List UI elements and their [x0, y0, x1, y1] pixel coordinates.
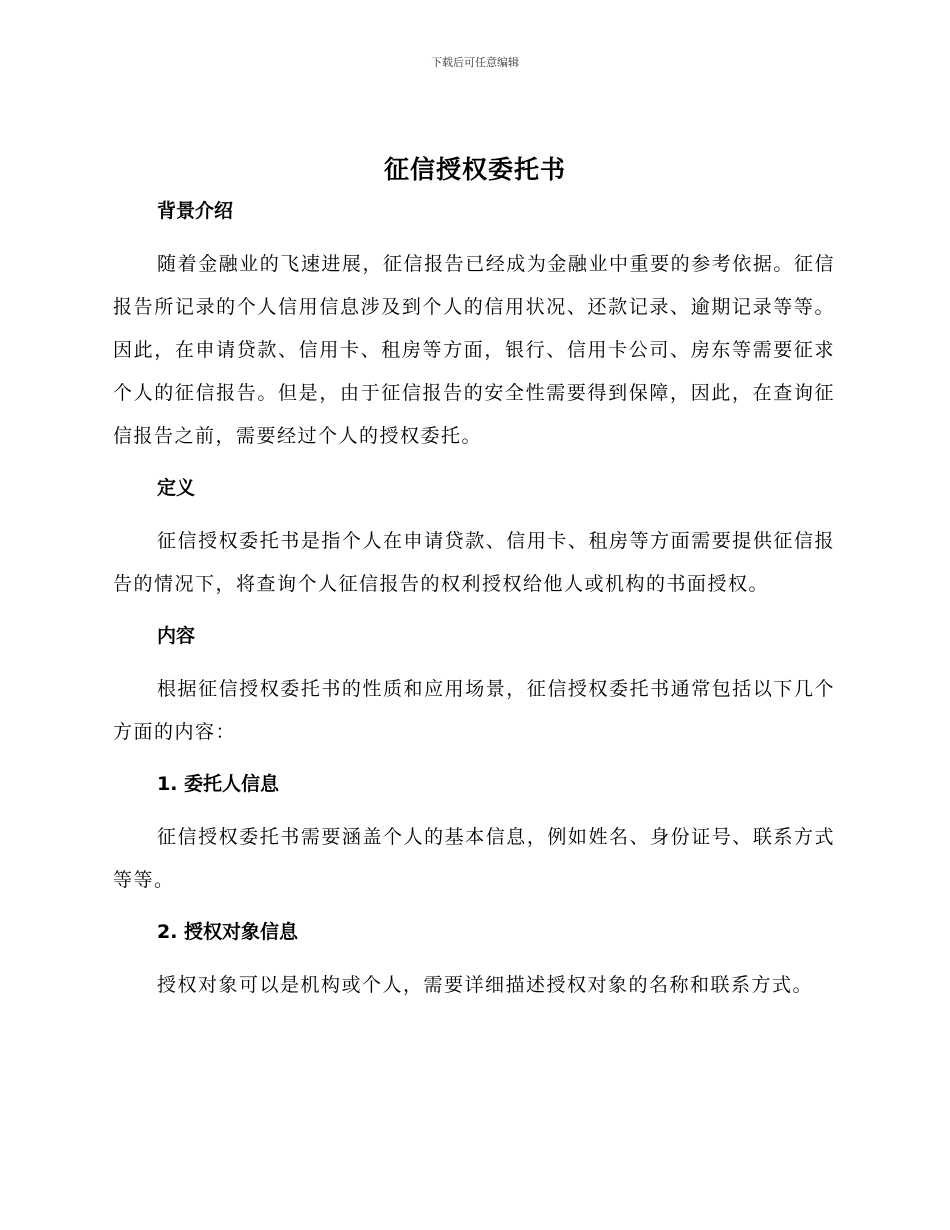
- paragraph-principal-info: 征信授权委托书需要涵盖个人的基本信息，例如姓名、身份证号、联系方式等等。: [113, 826, 835, 891]
- paragraph-background: 随着金融业的飞速进展，征信报告已经成为金融业中重要的参考依据。征信报告所记录的个人信用信息涉及到个人的信用状况、还款记录、逾期记录等等。因此，在申请贷款、信用卡、租房等方面，银行、信用卡公司、房东等需要征求个人的征信报告。但是，由于征信报告的安全性需要得到保障，因此，在查询征信报告之前，需要经过个人的授权委托。: [113, 253, 835, 447]
- section-heading-background: 背景介绍: [157, 200, 234, 222]
- paragraph-authorized-party-info: 授权对象可以是机构或个人，需要详细描述授权对象的名称和联系方式。: [157, 974, 814, 996]
- paragraph-definition: 征信授权委托书是指个人在申请贷款、信用卡、租房等方面需要提供征信报告的情况下，将查询个人征信报告的权利授权给他人或机构的书面授权。: [113, 530, 835, 595]
- section-heading-principal-info: 1. 委托人信息: [157, 773, 280, 795]
- section-heading-definition: 定义: [157, 477, 196, 499]
- section-heading-content: 内容: [157, 625, 196, 647]
- page-header-note: 下载后可任意编辑: [431, 56, 519, 69]
- section-heading-authorized-party-info: 2. 授权对象信息: [157, 921, 299, 943]
- paragraph-content: 根据征信授权委托书的性质和应用场景，征信授权委托书通常包括以下几个方面的内容：: [113, 678, 835, 743]
- document-body: [113, 196, 835, 1007]
- document-title: 征信授权委托书: [383, 155, 566, 184]
